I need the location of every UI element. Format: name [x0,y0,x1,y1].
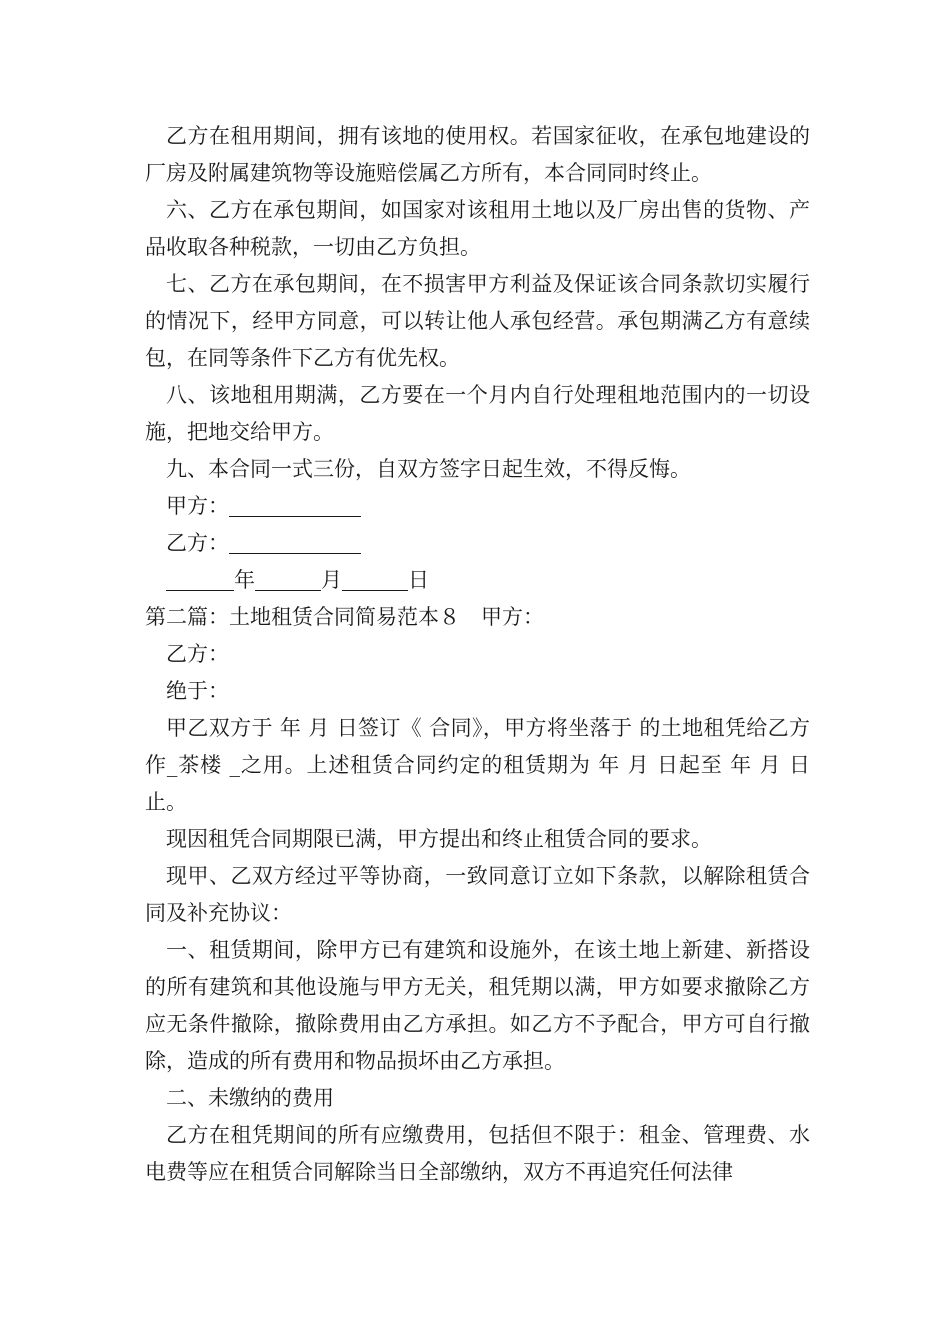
second-paragraph-expiry: 现因租凭合同期限已满，甲方提出和终止租赁合同的要求。 [166,827,712,851]
party-a-label: 甲方： [166,494,229,518]
paragraph-use-rights: 乙方在租用期间，拥有该地的使用权。若国家征收，在承包地建设的厂房及附属建筑物等设施赔偿属乙方所有，本合同同时终止。 [145,124,810,185]
second-clause-2-heading: 二、未缴纳的费用 [166,1086,334,1110]
document-body [145,118,810,1191]
signature-date [145,562,810,599]
month-blank [255,568,321,591]
second-paragraph-fees: 乙方在租凭期间的所有应缴费用，包括但不限于：租金、管理费、水电费等应在租赁合同解除当日全部缴纳，双方不再追究任何法律 [145,1123,810,1184]
year-blank [166,568,234,591]
day-label: 日 [408,568,429,592]
second-clause-1: 一、租赁期间，除甲方已有建筑和设施外，在该土地上新建、新搭设的所有建筑和其他设施与甲方无关，租凭期以满，甲方如要求撤除乙方应无条件撤除，撤除费用由乙方承担。如乙方不予配合，甲方可自行撤除，造成的所有费用和物品损坏由乙方承担。 [145,938,810,1073]
second-paragraph-agreement: 现甲、乙双方经过平等协商，一致同意订立如下条款，以解除租赁合同及补充协议： [145,864,810,925]
party-a-blank [229,494,361,517]
second-paragraph-contract: 甲乙双方于 年 月 日签订《 合同》，甲方将坐落于 的土地租凭给乙方作_茶楼 _之用。上述租赁合同约定的租赁期为 年 月 日起至 年 月 日止。 [145,716,810,814]
clause-9: 九、本合同一式三份，自双方签字日起生效，不得反悔。 [166,457,691,481]
clause-8: 八、该地租用期满，乙方要在一个月内自行处理租地范围内的一切设施，把地交给甲方。 [145,383,810,444]
clause-7: 七、乙方在承包期间，在不损害甲方利益及保证该合同条款切实履行的情况下，经甲方同意，可以转让他人承包经营。承包期满乙方有意续包，在同等条件下乙方有优先权。 [145,272,810,370]
month-label: 月 [321,568,342,592]
party-b-label: 乙方： [166,531,229,555]
second-section-heading: 第二篇：土地租赁合同简易范本８ 甲方： [145,605,544,629]
year-label: 年 [234,568,255,592]
day-blank [342,568,408,591]
signature-party-b [145,525,810,562]
clause-6: 六、乙方在承包期间，如国家对该租用土地以及厂房出售的货物、产品收取各种税款，一切由乙方负担。 [145,198,810,259]
signature-party-a [145,488,810,525]
second-jueyu-line: 绝于： [166,679,229,703]
party-b-blank [229,531,361,554]
second-party-b-line: 乙方： [166,642,229,666]
